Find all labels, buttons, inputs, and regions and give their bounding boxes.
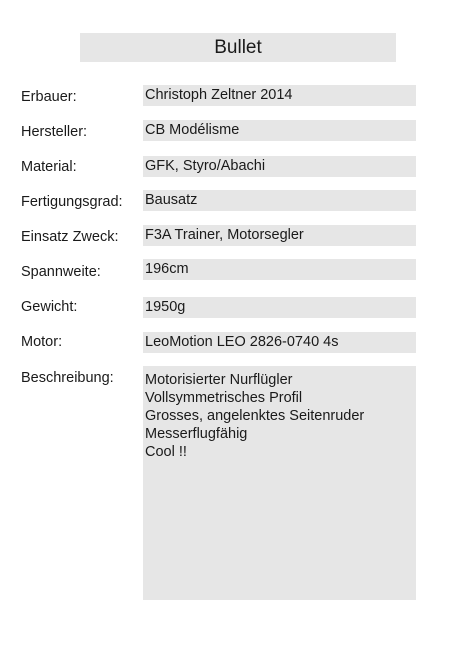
- value-beschreibung: [143, 366, 416, 600]
- description-line: Grosses, angelenktes Seitenruder: [145, 408, 365, 424]
- value-motor: LeoMotion LEO 2826-0740 4s: [143, 332, 416, 353]
- value-material: GFK, Styro/Abachi: [143, 156, 416, 177]
- label-fertigungsgrad: Fertigungsgrad:: [21, 194, 123, 210]
- description-line: Vollsymmetrisches Profil: [145, 390, 303, 406]
- value-fertigungsgrad: Bausatz: [143, 190, 416, 211]
- label-beschreibung: Beschreibung:: [21, 370, 114, 386]
- description-line: Cool !!: [145, 444, 187, 460]
- label-gewicht: Gewicht:: [21, 299, 78, 315]
- label-material: Material:: [21, 159, 77, 175]
- description-line: Messerflugfähig: [145, 426, 248, 442]
- value-hersteller: CB Modélisme: [143, 120, 416, 141]
- description-line: Motorisierter Nurflügler: [145, 372, 293, 388]
- label-spannweite: Spannweite:: [21, 264, 101, 280]
- label-motor: Motor:: [21, 334, 63, 350]
- label-hersteller: Hersteller:: [21, 124, 88, 140]
- label-einsatz-zweck: Einsatz Zweck:: [21, 229, 119, 245]
- value-spannweite: 196cm: [143, 259, 416, 280]
- label-erbauer: Erbauer:: [21, 89, 77, 105]
- page-title: Bullet: [80, 33, 396, 62]
- value-gewicht: 1950g: [143, 297, 416, 318]
- value-erbauer: Christoph Zeltner 2014: [143, 85, 416, 106]
- value-einsatz-zweck: F3A Trainer, Motorsegler: [143, 225, 416, 246]
